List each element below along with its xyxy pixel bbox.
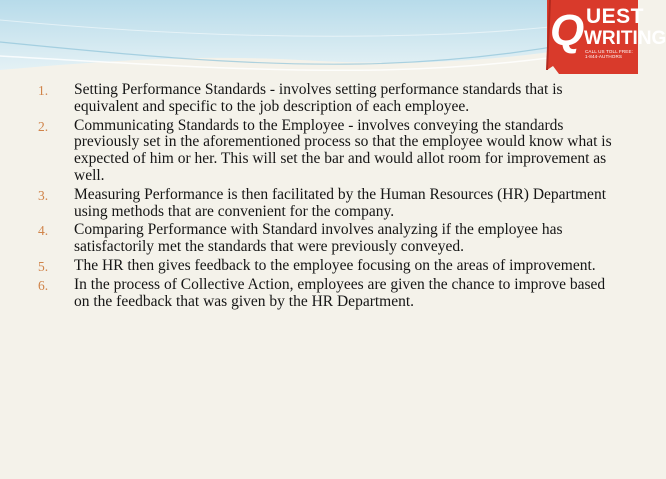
list-item <box>38 82 618 116</box>
list-number: 5. <box>38 258 49 274</box>
list-number: 4. <box>38 223 49 239</box>
list-item <box>38 277 618 311</box>
list-text: Communicating Standards to the Employee - involves conveying the standards previously set in the aforementioned process so that the employee would know what is expected of him or her. This will set the bar and would allot room for improvement as well. <box>74 116 612 184</box>
list-number: 3. <box>38 187 49 203</box>
list-text: Measuring Performance is then facilitated by the Human Resources (HR) Department using methods that are convenient for the company. <box>74 185 606 220</box>
list-item <box>38 187 618 221</box>
logo-writing-text: WRITING <box>584 28 666 49</box>
list-text: Setting Performance Standards - involves setting performance standards that is equivalent and specific to the job description of each employee. <box>74 81 563 115</box>
list-item <box>38 118 618 185</box>
logo-tagline: CALL US TOLL FREE: 1-844-AUTHORS <box>585 49 634 59</box>
list-number: 6. <box>38 278 49 294</box>
performance-steps-list <box>38 82 618 313</box>
list-number: 1. <box>38 83 49 98</box>
list-text: The HR then gives feedback to the employee focusing on the areas of improvement. <box>74 256 596 274</box>
logo-q-letter: Q <box>550 6 585 55</box>
list-item <box>38 258 618 276</box>
logo-uest-text: UEST <box>586 5 645 28</box>
list-item <box>38 222 618 256</box>
list-text: Comparing Performance with Standard involves analyzing if the employee has satisfactorily met the standards that were previously conveyed. <box>74 221 563 256</box>
list-number: 2. <box>38 118 49 134</box>
list-text: In the process of Collective Action, employees are given the chance to improve based on the feedback that was given by the HR Department. <box>74 276 606 311</box>
